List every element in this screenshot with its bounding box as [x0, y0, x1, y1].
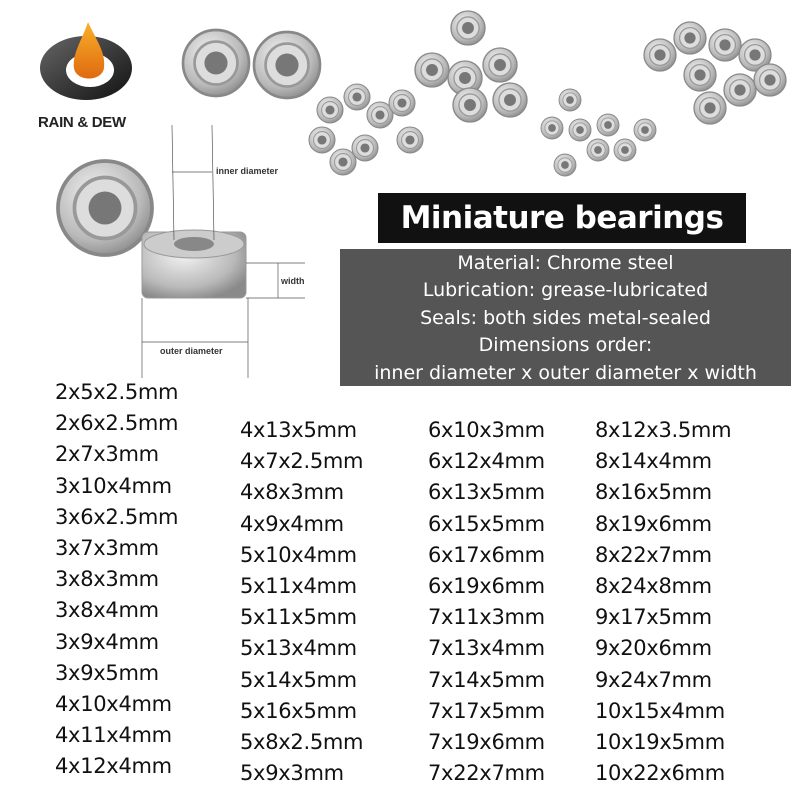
- size-item: 9x24x7mm: [595, 667, 712, 692]
- size-item: 3x8x3mm: [55, 567, 159, 592]
- size-item: 9x20x6mm: [595, 636, 712, 661]
- size-item: 8x14x4mm: [595, 449, 712, 474]
- size-item: 5x10x4mm: [240, 542, 357, 567]
- size-item: 7x14x5mm: [428, 667, 545, 692]
- bearing-cluster-photo-3: [541, 89, 656, 176]
- dimension-diagram: [58, 125, 305, 378]
- size-item: 10x22x6mm: [595, 761, 725, 786]
- spec-dimensions-order: inner diameter x outer diameter x width: [374, 361, 757, 384]
- size-item: 3x6x2.5mm: [55, 504, 179, 529]
- size-item: 2x7x3mm: [55, 442, 159, 467]
- spec-material: Material: Chrome steel: [457, 252, 674, 274]
- spec-seals: Seals: both sides metal-sealed: [420, 306, 711, 329]
- size-item: 10x15x4mm: [595, 698, 725, 723]
- size-item: 3x10x4mm: [55, 473, 172, 498]
- size-item: 6x19x6mm: [428, 574, 545, 599]
- size-item: 5x14x5mm: [240, 667, 357, 692]
- size-column-2: [240, 415, 363, 789]
- brand-name: RAIN & DEW: [38, 114, 126, 131]
- spec-lubrication: Lubrication: grease-lubricated: [422, 279, 709, 302]
- size-item: 3x9x5mm: [55, 660, 159, 685]
- spec-panel: [340, 249, 791, 386]
- size-item: 5x11x4mm: [240, 574, 357, 599]
- size-item: 5x9x3mm: [240, 761, 344, 786]
- size-item: 5x16x5mm: [240, 698, 357, 723]
- size-item: 4x8x3mm: [240, 480, 344, 505]
- size-item: 10x19x5mm: [595, 730, 725, 755]
- size-item: 9x17x5mm: [595, 605, 712, 630]
- size-item: 7x22x7mm: [428, 761, 545, 786]
- bearing-cluster-photo-1: [309, 84, 423, 175]
- size-item: 7x13x4mm: [428, 636, 545, 661]
- size-item: 4x12x4mm: [55, 754, 172, 779]
- bearing-cluster-photo-4: [644, 22, 786, 124]
- size-item: 8x22x7mm: [595, 542, 712, 567]
- size-column-4: [595, 415, 731, 789]
- size-item: 6x12x4mm: [428, 449, 545, 474]
- size-item: 5x13x4mm: [240, 636, 357, 661]
- size-item: 3x8x4mm: [55, 598, 159, 623]
- size-item: 8x24x8mm: [595, 574, 712, 599]
- size-item: 5x8x2.5mm: [240, 730, 364, 755]
- size-item: 6x10x3mm: [428, 418, 545, 442]
- size-item: 3x7x3mm: [55, 536, 159, 561]
- size-item: 3x9x4mm: [55, 629, 159, 654]
- size-item: 8x12x3.5mm: [595, 418, 732, 442]
- inner-diameter-label: inner diameter: [216, 166, 279, 176]
- size-column-3: [428, 415, 545, 789]
- size-item: 7x17x5mm: [428, 698, 545, 723]
- outer-diameter-label: outer diameter: [160, 346, 223, 356]
- spec-dimensions-heading: Dimensions order:: [478, 334, 653, 357]
- size-item: 4x11x4mm: [55, 723, 172, 748]
- bearing-cluster-photo-2: [415, 11, 527, 122]
- size-item: 4x10x4mm: [55, 692, 172, 717]
- size-column-1: [55, 377, 178, 783]
- size-item: 7x11x3mm: [428, 605, 545, 630]
- size-item: 4x13x5mm: [240, 418, 357, 442]
- size-item: 2x5x2.5mm: [55, 380, 179, 404]
- size-item: 7x19x6mm: [428, 730, 545, 755]
- size-item: 6x15x5mm: [428, 511, 545, 536]
- bearing-pair-photo: [183, 30, 320, 98]
- size-item: 4x9x4mm: [240, 511, 344, 536]
- size-item: 8x19x6mm: [595, 511, 712, 536]
- size-item: 8x16x5mm: [595, 480, 712, 505]
- width-label: width: [281, 276, 305, 286]
- product-title: Miniature bearings: [378, 193, 746, 243]
- size-item: 6x17x6mm: [428, 542, 545, 567]
- size-item: 5x11x5mm: [240, 605, 357, 630]
- size-item: 6x13x5mm: [428, 480, 545, 505]
- size-item: 4x7x2.5mm: [240, 449, 364, 474]
- size-item: 2x6x2.5mm: [55, 411, 179, 436]
